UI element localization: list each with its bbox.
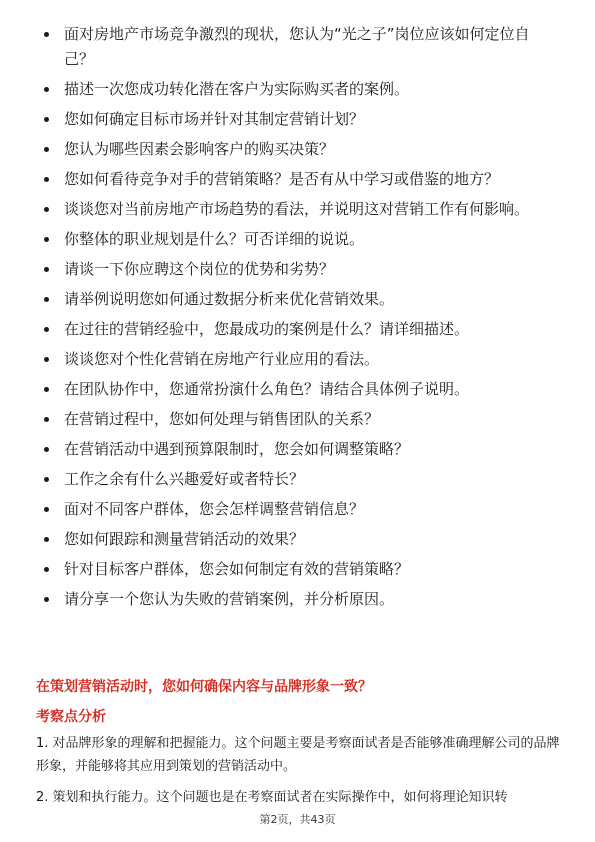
question-text: 在过往的营销经验中，您最成功的案例是什么？请详细描述。: [64, 320, 470, 338]
question-text: 针对目标客户群体，您会如何制定有效的营销策略？: [64, 560, 410, 578]
list-item: [38, 317, 558, 342]
bullet-icon: [44, 177, 49, 182]
bullet-icon: [44, 87, 49, 92]
question-text: 面对房地产市场竞争激烈的现状，您认为“光之子”岗位应该如何定位自己？: [64, 25, 530, 68]
bullet-icon: [44, 297, 49, 302]
list-item: [38, 107, 558, 132]
bullet-icon: [44, 477, 49, 482]
bullet-icon: [44, 387, 49, 392]
list-item: [38, 227, 558, 252]
list-item: [38, 377, 558, 402]
analysis-point: 1. 对品牌形象的理解和把握能力。这个问题主要是考察面试者是否能够准确理解公司的品牌形象，并能够将其应用到策划的营销活动中。: [36, 736, 560, 774]
question-text: 谈谈您对当前房地产市场趋势的看法，并说明这对营销工作有何影响。: [64, 200, 530, 218]
bullet-icon: [44, 267, 49, 272]
question-text: 你整体的职业规划是什么？可否详细的说说。: [64, 230, 365, 248]
bullet-icon: [44, 147, 49, 152]
analysis-point: 2. 策划和执行能力。这个问题也是在考察面试者在实际操作中，如何将理论知识转: [36, 790, 508, 805]
bullet-icon: [44, 207, 49, 212]
page-footer: 第2页，共43页: [259, 813, 336, 826]
bullet-icon: [44, 117, 49, 122]
section-question-title: 在策划营销活动时，您如何确保内容与品牌形象一致？: [36, 679, 372, 695]
list-item: [38, 527, 558, 552]
question-text: 工作之余有什么兴趣爱好或者特长？: [64, 470, 305, 488]
analysis-body: [36, 732, 560, 817]
question-list: [38, 22, 558, 617]
list-item: [38, 197, 558, 222]
question-text: 您如何跟踪和测量营销活动的效果？: [64, 530, 305, 548]
list-item: [38, 467, 558, 492]
question-text: 您认为哪些因素会影响客户的购买决策？: [64, 140, 335, 158]
question-text: 请分享一个您认为失败的营销案例，并分析原因。: [64, 590, 395, 608]
list-item: [38, 497, 558, 522]
list-item: [38, 167, 558, 192]
list-item: [38, 587, 558, 612]
bullet-icon: [44, 537, 49, 542]
question-text: 您如何看待竞争对手的营销策略？是否有从中学习或借鉴的地方？: [64, 170, 500, 188]
list-item: [38, 437, 558, 462]
bullet-icon: [44, 507, 49, 512]
list-item: [38, 557, 558, 582]
list-item: [38, 77, 558, 102]
bullet-icon: [44, 597, 49, 602]
question-text: 您如何确定目标市场并针对其制定营销计划？: [64, 110, 365, 128]
question-text: 请谈一下你应聘这个岗位的优势和劣势？: [64, 260, 335, 278]
question-text: 请举例说明您如何通过数据分析来优化营销效果。: [64, 290, 395, 308]
list-item: [38, 407, 558, 432]
list-item: [38, 287, 558, 312]
list-item: [38, 257, 558, 282]
analysis-heading: 考察点分析: [36, 709, 106, 725]
bullet-icon: [44, 237, 49, 242]
question-text: 在营销过程中，您如何处理与销售团队的关系？: [64, 410, 380, 428]
question-text: 在团队协作中，您通常扮演什么角色？请结合具体例子说明。: [64, 380, 470, 398]
list-item: [38, 137, 558, 162]
bullet-icon: [44, 417, 49, 422]
bullet-icon: [44, 327, 49, 332]
bullet-icon: [44, 567, 49, 572]
bullet-icon: [44, 447, 49, 452]
list-item: [38, 22, 558, 72]
question-text: 描述一次您成功转化潜在客户为实际购买者的案例。: [64, 80, 410, 98]
question-text: 在营销活动中遇到预算限制时，您会如何调整策略？: [64, 440, 410, 458]
question-text: 面对不同客户群体，您会怎样调整营销信息？: [64, 500, 365, 518]
bullet-icon: [44, 32, 49, 37]
bullet-icon: [44, 357, 49, 362]
list-item: [38, 347, 558, 372]
question-text: 谈谈您对个性化营销在房地产行业应用的看法。: [64, 350, 380, 368]
